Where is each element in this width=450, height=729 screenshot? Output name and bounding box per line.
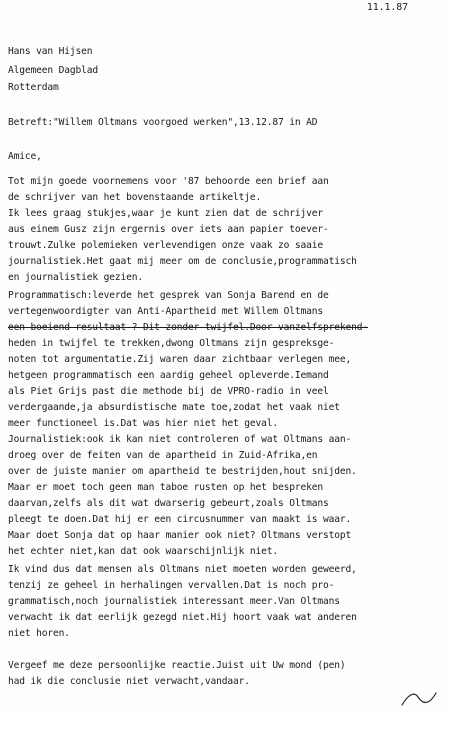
body-line: Tot mijn goede voornemens voor '87 behoorde een brief aan	[8, 176, 329, 187]
body-line: grammatisch,noch journalistiek interessant meer.Van Oltmans	[8, 596, 340, 607]
address-newspaper: Algemeen Dagblad	[8, 65, 99, 76]
body-line: verwacht ik dat eerlijk gezegd niet.Hij hoort vaak wat anderen	[8, 612, 357, 623]
body-line: Ik vind dus dat mensen als Oltmans niet moeten worden geweerd,	[8, 564, 357, 575]
body-line: over de juiste manier om apartheid te bestrijden,hout snijden.	[8, 466, 357, 477]
body-line: had ik die conclusie niet verwacht,vandaar.	[8, 676, 250, 687]
salutation: Amice,	[8, 151, 42, 162]
body-line: Maar doet Sonja dat op haar manier ook niet? Oltmans verstopt	[8, 530, 352, 541]
body-line: daarvan,zelfs als dit wat dwarserig gebeurt,zoals Oltmans	[8, 498, 329, 509]
signature-mark-icon	[398, 687, 440, 709]
body-line: Journalistiek:ook ik kan niet controleren of wat Oltmans aan-	[8, 434, 352, 445]
body-line: heden in twijfel te trekken,dwong Oltmans zijn gespreksge-	[8, 338, 335, 349]
body-line: de schrijver van het bovenstaande artikeltje.	[8, 192, 262, 203]
body-line: het echter niet,kan dat ook waarschijnlijk niet.	[8, 546, 279, 557]
body-line: hetgeen programmatisch een aardig geheel opleverde.Iemand	[8, 370, 329, 381]
body-line: pleegt te doen.Dat hij er een circusnummer van maakt is waar.	[8, 514, 352, 525]
letter-date: 11.1.87	[366, 2, 408, 13]
body-line: noten tot argumentatie.Zij waren daar zichtbaar verlegen mee,	[8, 354, 352, 365]
body-line: aus einem Gusz zijn ergernis over iets aan papier toever-	[8, 224, 329, 235]
body-line: verdergaande,ja absurdistische mate toe,zodat het vaak niet	[8, 402, 340, 413]
subject-line: Betreft:"Willem Oltmans voorgoed werken",13.12.87 in AD	[8, 117, 318, 128]
body-line: en journalistiek gezien.	[8, 272, 144, 283]
address-name: Hans van Hijsen	[8, 46, 93, 57]
body-line: Maar er moet toch geen man taboe rusten op het bespreken	[8, 482, 324, 493]
body-line: tenzij ze geheel in herhalingen vervallen.Dat is noch pro-	[8, 580, 335, 591]
body-line: Ik lees graag stukjes,waar je kunt zien dat de schrijver	[8, 208, 324, 219]
body-line: vertegenwoordigter van Anti-Apartheid met Willem Oltmans	[8, 306, 324, 317]
body-line: journalistiek.Het gaat mij meer om de conclusie,programmatisch	[8, 256, 357, 267]
body-line: droeg over de feiten van de apartheid in Zuid-Afrika,en	[8, 450, 318, 461]
body-line: Vergeef me deze persoonlijke reactie.Juist uit Uw mond (pen)	[8, 660, 346, 671]
body-line: Programmatisch:leverde het gesprek van Sonja Barend en de	[8, 290, 329, 301]
body-line-struck: een boeiend resultaat ? Dit zonder twijfel.Door vanzelfsprekend-	[8, 322, 369, 333]
body-line: niet horen.	[8, 628, 70, 639]
address-city: Rotterdam	[8, 82, 59, 93]
body-line: meer functioneel is.Dat was hier niet het geval.	[8, 418, 279, 429]
body-line: als Piet Grijs past die methode bij de VPRO-radio in veel	[8, 386, 329, 397]
body-line: trouwt.Zulke polemieken verlevendigen onze vaak zo saaie	[8, 240, 324, 251]
